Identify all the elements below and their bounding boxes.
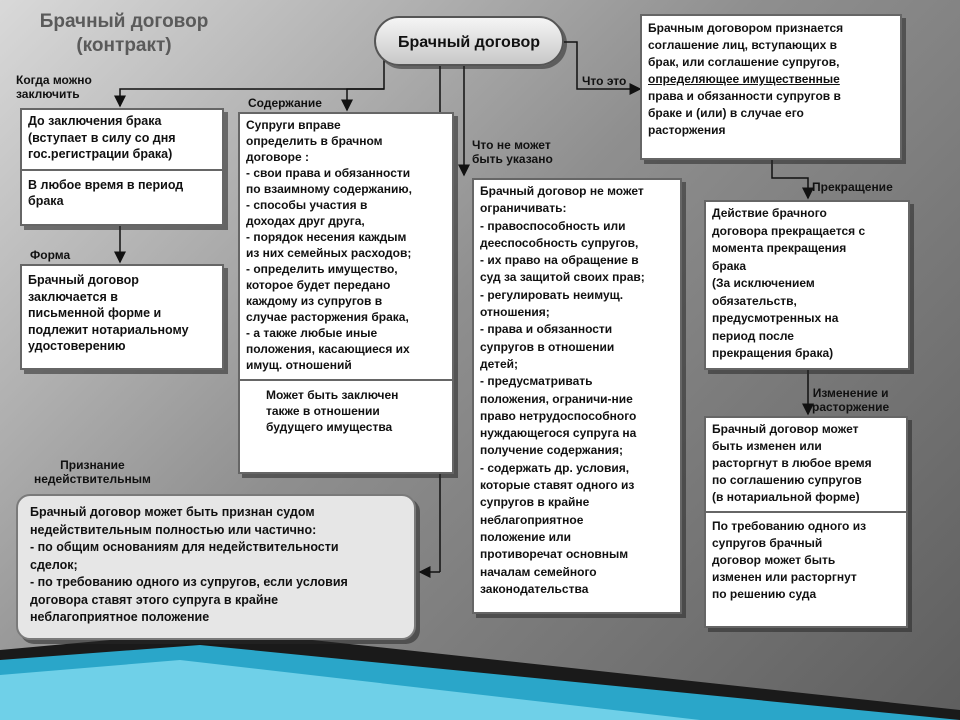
box-cannot: Брачный договор не может ограничивать: - правоспособность или дееспособность супругов, - их право на обращение в суд за защитой своих прав; - регулировать неимущ. отношения; - права и обязанности супругов в отношении детей; - предусматривать положения, ограничи-ние право нетрудоспособного нуждающегося супруга на получение содержания; - содержать др. условия, которые ставят одного из супругов в крайне неблагоприятное положение или противоречат основным началам семейного законодательства <box>472 178 682 614</box>
box-content: Супруги вправе определить в брачном договоре : - свои права и обязанности по взаимному содержанию, - способы участия в доходах друг друга, - порядок несения каждым из них семейных расходов; - определить имущество, которое будет передано каждому из супругов в случае расторжения брака, - а также любые иные положения, касающиеся их имущ. отношений Может быть заключен также в отношении будущего имущества <box>238 112 454 474</box>
label-change: Изменение и расторжение <box>812 386 890 414</box>
diagram-title: Брачный договор (контракт) <box>39 11 209 56</box>
box-form: Брачный договор заключается в письменной форме и подлежит нотариальному удостоверению <box>20 264 224 370</box>
central-node: Брачный договор <box>374 16 564 66</box>
label-invalid: Признание недействительным <box>34 458 151 486</box>
label-cannot: Что не может быть указано <box>472 138 553 166</box>
label-form: Форма <box>30 248 71 262</box>
box-definition: Брачным договором признается соглашение лиц, вступающих в брак, или соглашение супругов, определяющее имущественные права и обязанности супругов в браке и (или) в случае его расторжения <box>640 14 902 160</box>
label-termination: Прекращение <box>812 180 893 194</box>
label-what-is: Что это <box>582 74 627 88</box>
box-termination: Действие брачного договора прекращается с момента прекращения брака (За исключением обязательств, предусмотренных на период после прекращения брака) <box>704 200 910 370</box>
box-when: До заключения брака (вступает в силу со дня гос.регистрации брака) В любое время в период брака <box>20 108 224 226</box>
label-content: Содержание <box>248 96 322 110</box>
box-invalid: Брачный договор может быть признан судом недействительным полностью или частично: - по общим основаниям для недействительности сделок; - по требованию одного из супругов, если условия договора ставят этого супруга в крайне неблагоприятное положение <box>16 494 416 640</box>
label-when: Когда можно заключить <box>16 73 92 101</box>
box-change: Брачный договор может быть изменен или расторгнут в любое время по соглашению супругов (в нотариальной форме) По требованию одного из супругов брачный договор может быть изменен или расторгнут по решению суда <box>704 416 908 628</box>
